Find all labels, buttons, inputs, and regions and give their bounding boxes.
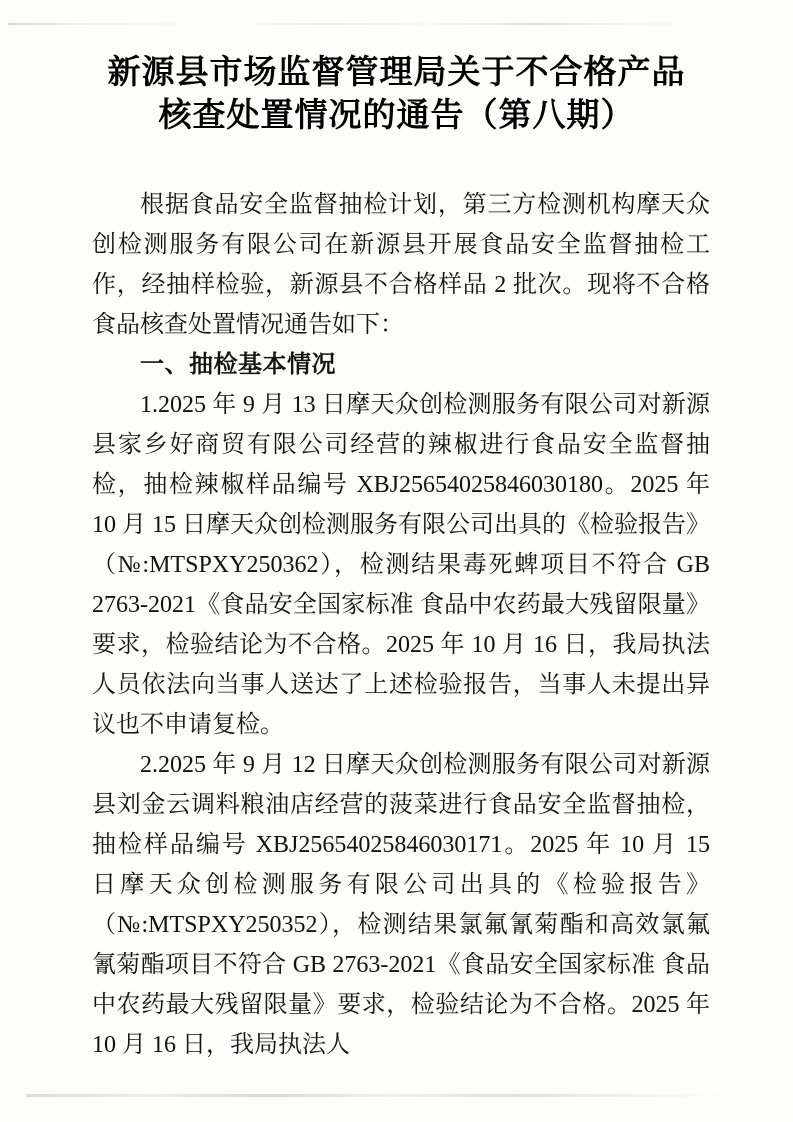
document-title-line-1: 新源县市场监督管理局关于不合格产品 (107, 55, 686, 91)
section-1-item-2-paragraph: 2.2025 年 9 月 12 日摩天众创检测服务有限公司对新源县刘金云调料粮油店经营的菠菜进行食品安全监督抽检，抽检样品编号 XBJ25654025846030171。2025 年 10 月 15 日摩天众创检测服务有限公司出具的《检验报告》（№:MTSPXY250352），检测结果氯氟氰菊酯和高效氯氟氰菊酯项目不符合 GB 2763-2021《食品安全国家标准 食品中农药最大残留限量》要求，检验结论为不合格。2025 年 10 月 16 日，我局执法人 (92, 752, 710, 1058)
section-1-item-1-paragraph: 1.2025 年 9 月 13 日摩天众创检测服务有限公司对新源县家乡好商贸有限公司经营的辣椒进行食品安全监督抽检，抽检辣椒样品编号 XBJ25654025846030180。2025 年 10 月 15 日摩天众创检测服务有限公司出具的《检验报告》（№:MTSPXY250362），检测结果毒死蜱项目不符合 GB 2763-2021《食品安全国家标准 食品中农药最大残留限量》要求，检验结论为不合格。2025 年 10 月 16 日，我局执法人员依法向当事人送达了上述检验报告，当事人未提出异议也不申请复检。 (92, 392, 710, 738)
intro-paragraph: 根据食品安全监督抽检计划，第三方检测机构摩天众创检测服务有限公司在新源县开展食品安全监督抽检工作，经抽样检验，新源县不合格样品 2 批次。现将不合格食品核查处置情况通告如下： (92, 192, 710, 338)
section-1-heading: 一、抽检基本情况 (140, 351, 336, 378)
scan-artifact-top (8, 23, 768, 25)
document-title (55, 52, 738, 138)
document-body (92, 185, 710, 1065)
scan-artifact-bottom (26, 1094, 726, 1097)
document-title-line-2: 核查处置情况的通告（第八期） (158, 98, 635, 134)
